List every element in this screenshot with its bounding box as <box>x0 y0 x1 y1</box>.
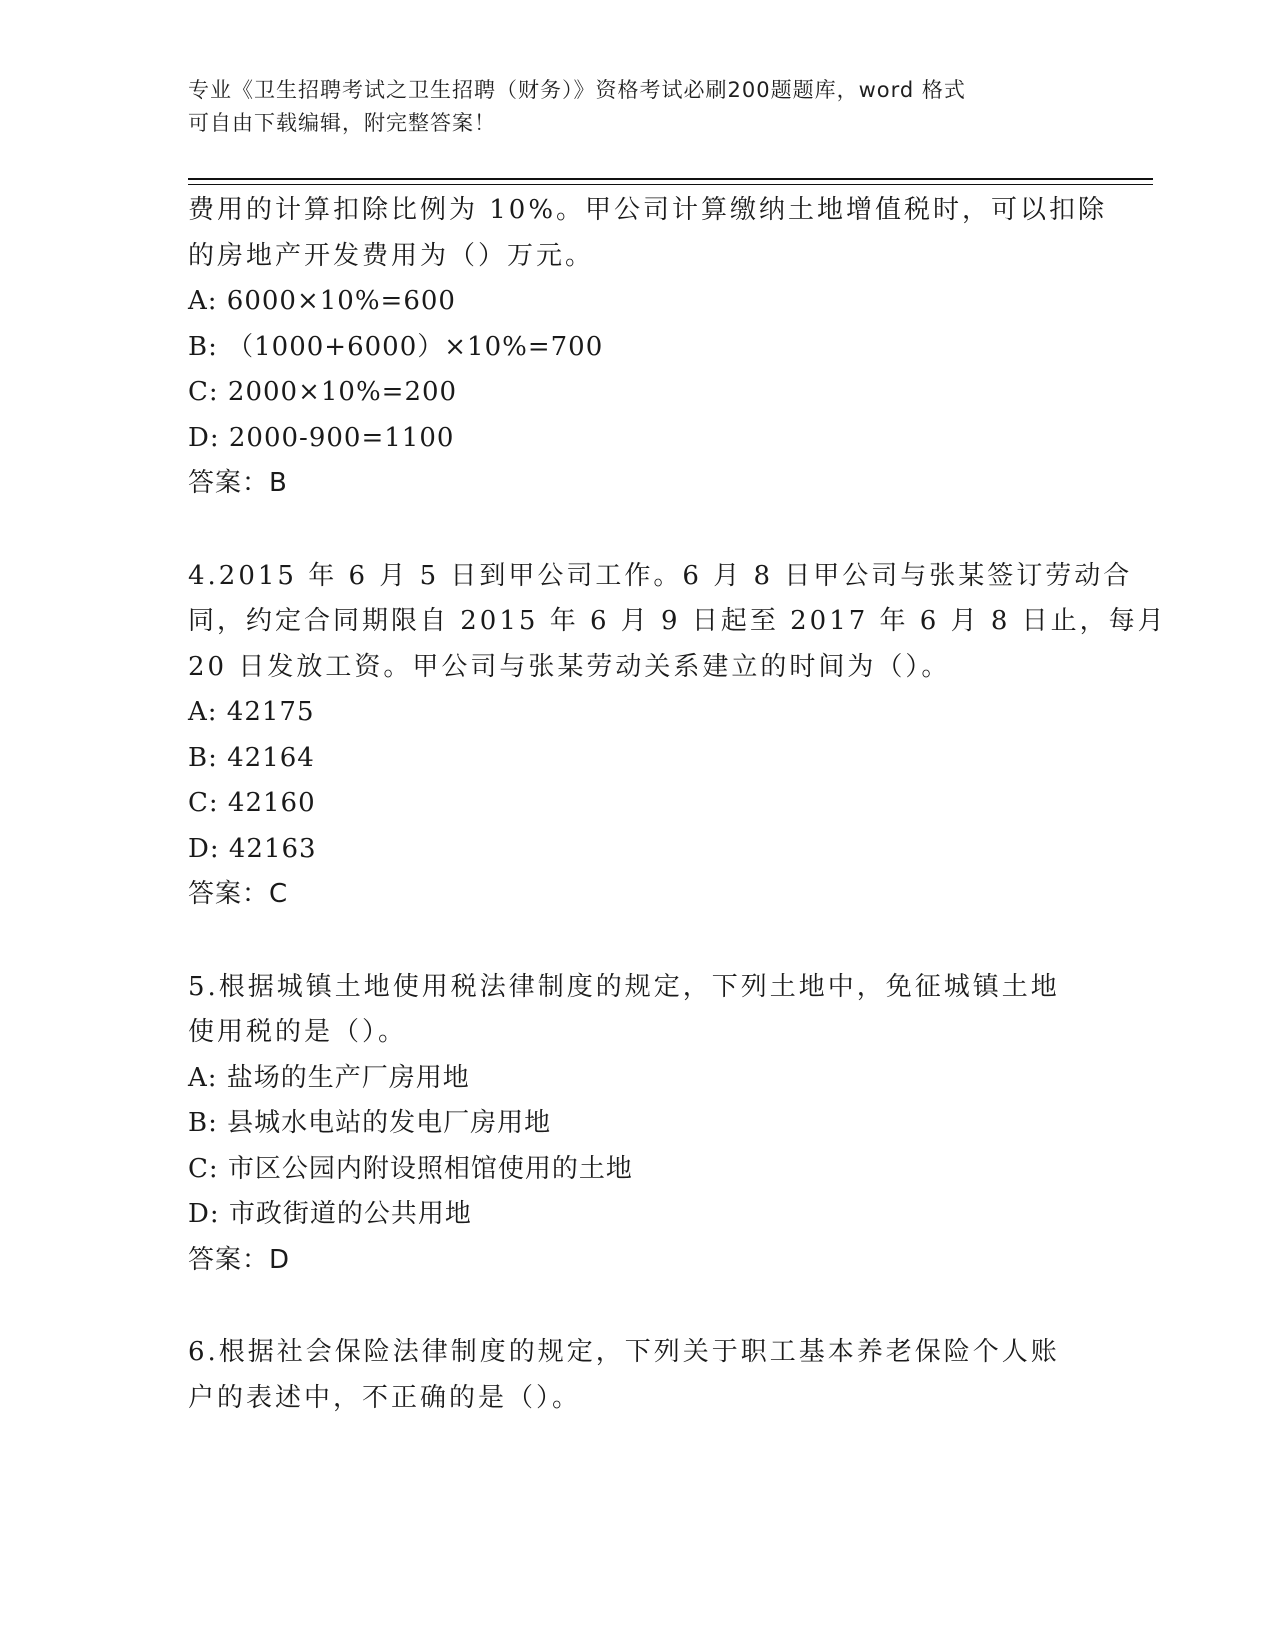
question-spacer <box>188 507 1088 554</box>
question-stem-line: 20 日发放工资。甲公司与张某劳动关系建立的时间为（）。 <box>188 651 951 682</box>
answer-line: 答案：D <box>188 1244 291 1275</box>
question-stem-line: 5.根据城镇土地使用税法律制度的规定，下列土地中，免征城镇土地 <box>188 971 1060 1002</box>
option-b: B: （1000+6000）×10%=700 <box>188 331 604 362</box>
header-divider-thick <box>188 178 1153 180</box>
option-d: D: 42163 <box>188 833 317 864</box>
option-a: A: 盐场的生产厂房用地 <box>188 1062 470 1093</box>
option-d: D: 2000-900=1100 <box>188 422 455 453</box>
document-body <box>188 188 1167 1421</box>
option-c: C: 市区公园内附设照相馆使用的土地 <box>188 1153 633 1184</box>
header-divider-thin <box>188 184 1153 185</box>
question-spacer <box>188 1283 1088 1330</box>
question-4 <box>188 554 1167 918</box>
question-stem-line: 4.2015 年 6 月 5 日到甲公司工作。6 月 8 日甲公司与张某签订劳动合 <box>188 560 1133 591</box>
question-5 <box>188 965 1088 1284</box>
question-spacer <box>188 918 1088 965</box>
option-b: B: 42164 <box>188 742 315 773</box>
question-stem-line: 户的表述中，不正确的是（）。 <box>188 1382 582 1413</box>
question-stem-line: 的房地产开发费用为（）万元。 <box>188 240 595 271</box>
option-c: C: 42160 <box>188 788 316 818</box>
header-title-line-2: 可自由下载编辑，附完整答案！ <box>188 111 496 135</box>
question-stem-line: 费用的计算扣除比例为 10%。甲公司计算缴纳土地增值税时，可以扣除 <box>188 195 1108 225</box>
option-b: B: 县城水电站的发电厂房用地 <box>188 1108 552 1138</box>
question-6 <box>188 1330 1088 1421</box>
question-stem-line: 使用税的是（）。 <box>188 1017 408 1047</box>
document-header <box>188 74 1068 140</box>
header-title-line-1: 专业《卫生招聘考试之卫生招聘（财务）》资格考试必刷200题题库，word 格式 <box>188 78 966 102</box>
option-a: A: 6000×10%=600 <box>188 286 456 316</box>
question-stem-line: 6.根据社会保险法律制度的规定，下列关于职工基本养老保险个人账 <box>188 1337 1060 1367</box>
option-c: C: 2000×10%=200 <box>188 377 458 407</box>
option-a: A: 42175 <box>188 697 315 727</box>
question-stem-line: 同，约定合同期限自 2015 年 6 月 9 日起至 2017 年 6 月 8 日止，每月 <box>188 606 1167 636</box>
question-3 <box>188 188 1108 507</box>
answer-line: 答案：C <box>188 879 289 909</box>
answer-line: 答案：B <box>188 468 288 498</box>
option-d: D: 市政街道的公共用地 <box>188 1199 472 1229</box>
